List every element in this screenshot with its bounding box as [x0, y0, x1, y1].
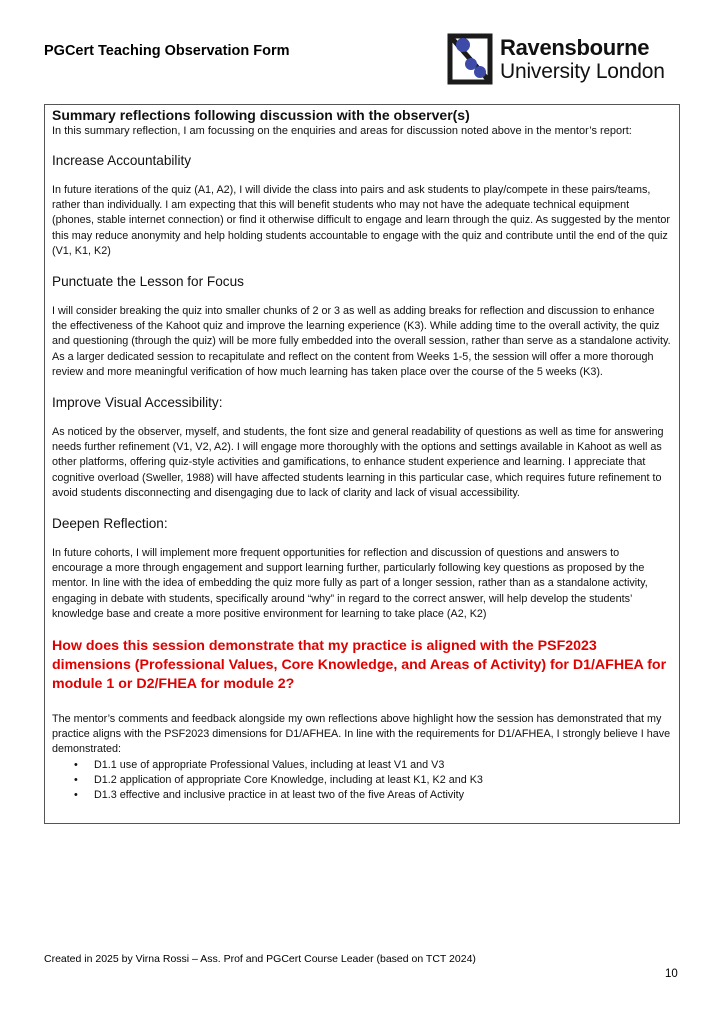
summary-reflections-box: [44, 104, 680, 824]
demonstrated-criteria-list: [52, 758, 672, 804]
list-item-text: D1.2 application of appropriate Core Knowledge, including at least K1, K2 and K3: [94, 773, 483, 786]
list-item-text: D1.1 use of appropriate Professional Values, including at least V1 and V3: [94, 758, 445, 771]
footer-credit: Created in 2025 by Virna Rossi – Ass. Prof and PGCert Course Leader (based on TCT 2024): [44, 953, 476, 965]
summary-intro: In this summary reflection, I am focussing on the enquiries and areas for discussion noted above in the mentor’s report:: [52, 125, 632, 137]
section-title: Increase Accountability: [52, 153, 192, 168]
list-item-text: D1.3 effective and inclusive practice in at least two of the five Areas of Activity: [94, 789, 465, 802]
bullet-icon: •: [74, 758, 78, 771]
section-increase-accountability: [52, 153, 672, 259]
bullet-icon: •: [74, 789, 78, 802]
bullet-icon: •: [74, 773, 78, 786]
conclusion-paragraph: The mentor’s comments and feedback alongside my own reflections above highlight how the session has demonstrated that my practice aligns with the PSF2023 dimensions for D1/AFHEA. In line with the requirements for D1/AFHEA, I strongly believe I have demonstrated:: [52, 713, 671, 756]
logo-line-university-london: University London: [500, 60, 665, 83]
section-body: In future cohorts, I will implement more frequent opportunities for reflection and discussion of questions and answers to encourage a more through engagement and support learning further, particularly following key questions as proposed by the mentor. In line with the idea of embedding the quiz more fully as part of a longer session, rather than as a standalone activity, engaging in debate with students, specifically around “why” in regard to the correct answer, will help develop the students’ knowledge base and create a more positive environment for learning to take place (A2, K2): [52, 547, 648, 620]
page-number: 10: [665, 968, 678, 980]
section-body: In future iterations of the quiz (A1, A2), I will divide the class into pairs and ask students to play/compete in these pairs/teams, rather than individually. I am expecting that this will benefit students who may not have the adequate technical equipment (phones, stable internet connection) or find it otherwise difficult to engage and learn through the quiz. As suggested by the mentor this may reduce anonymity and help holding students accountable to engage with the quiz and contribute until the end of the quiz (V1, K1, K2): [52, 184, 671, 257]
section-deepen-reflection: [52, 516, 672, 622]
section-punctuate-lesson: [52, 274, 672, 380]
section-body: I will consider breaking the quiz into smaller chunks of 2 or 3 as well as adding breaks for reflection and discussion to enhance the effectiveness of the Kahoot quiz and improve the learning experience (K3). While adding time to the overall activity, the quiz and questioning (through the quiz) will be more fully embedded into the overall session, rather than serve as a standalone activity. As a larger dedicated session to recapitulate and reflect on the content from Weeks 1-5, the session will offer a more thorough review and more meaningful verification of how much learning has taken place over the course of the 5 weeks (K3).: [52, 305, 671, 378]
section-title: Punctuate the Lesson for Focus: [52, 274, 244, 290]
ravensbourne-logo-icon: [447, 33, 493, 85]
form-title: PGCert Teaching Observation Form: [44, 43, 290, 59]
list-item: [52, 758, 672, 773]
section-title: Improve Visual Accessibility:: [52, 395, 223, 411]
summary-heading: Summary reflections following discussion with the observer(s): [52, 107, 470, 123]
list-item: [52, 788, 672, 803]
logo-line-ravensbourne: Ravensbourne: [500, 35, 650, 60]
section-body: As noticed by the observer, myself, and students, the font size and general readability of questions as well as time for answering needs further refinement (V1, V2, A2). I will engage more thoroughly with the options and settings available in Kahoot as well as other platforms, offering quiz-style activities and gamifications, to enhance student experience and learning. I appreciate that cognitive overload (Sweller, 1988) will have affected students learning in this particular case, which requires future refinement to avoid students disconnecting and disengaging due to lack of clarity and lack of visual accessibility.: [52, 426, 664, 499]
psf-alignment-question: How does this session demonstrate that my practice is aligned with the PSF2023 dimensions (Professional Values, Core Knowledge, and Areas of Activity) for D1/AFHEA for module 1 or D2/FHEA for module 2?: [52, 638, 667, 693]
list-item: [52, 773, 672, 788]
logo-wordmark: [500, 37, 665, 82]
section-visual-accessibility: [52, 395, 672, 501]
section-title: Deepen Reflection:: [52, 516, 168, 532]
